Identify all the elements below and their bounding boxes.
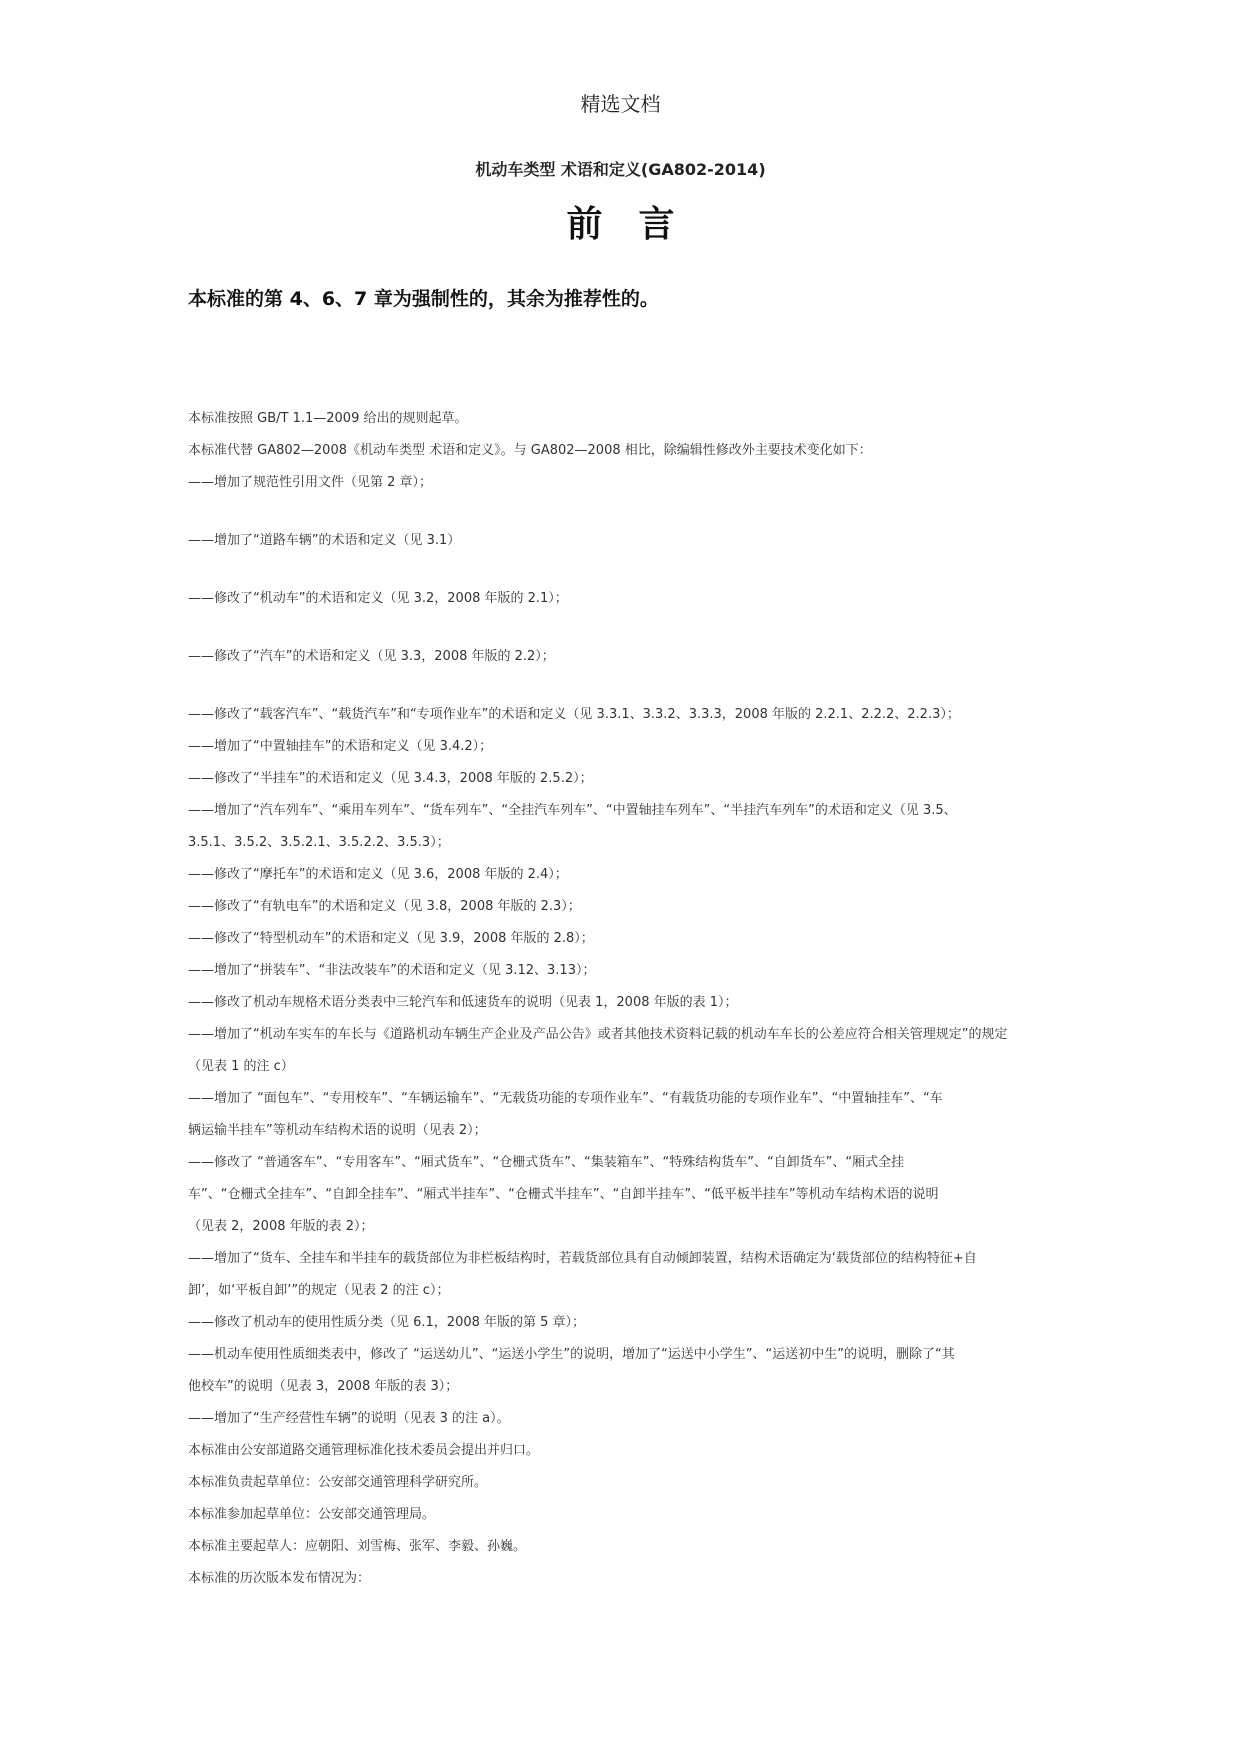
- body-line: ——增加了规范性引用文件（见第 2 章）；: [188, 475, 433, 490]
- body-line: 辆运输半挂车”等机动车结构术语的说明（见表 2）；: [188, 1123, 487, 1138]
- body-line: ——增加了“中置轴挂车”的术语和定义（见 3.4.2）；: [188, 739, 493, 754]
- body-line: ——增加了“生产经营性车辆”的说明（见表 3 的注 a）。: [188, 1411, 510, 1426]
- body-line: ——修改了“有轨电车”的术语和定义（见 3.8，2008 年版的 2.3）；: [188, 899, 581, 914]
- body-line: 本标准代替 GA802—2008《机动车类型 术语和定义》。与 GA802—2008 相比，除编辑性修改外主要技术变化如下：: [188, 443, 872, 458]
- body-line: 本标准负责起草单位：公安部交通管理科学研究所。: [188, 1475, 488, 1490]
- body-line: ——修改了“半挂车”的术语和定义（见 3.4.3，2008 年版的 2.5.2）；: [188, 771, 593, 786]
- foreword-body: [188, 409, 1068, 1589]
- body-line: ——修改了 “普通客车”、“专用客车”、“厢式货车”、“仓栅式货车”、“集装箱车”、“特殊结构货车”、“自卸货车”、“厢式全挂: [188, 1155, 905, 1170]
- body-line: 本标准参加起草单位：公安部交通管理局。: [188, 1507, 436, 1522]
- body-line: 车”、“仓栅式全挂车”、“自卸全挂车”、“厢式半挂车”、“仓栅式半挂车”、“自卸半挂车”、“低平板半挂车”等机动车结构术语的说明: [188, 1187, 939, 1202]
- mandatory-statement: 本标准的第 4、6、7 章为强制性的，其余为推荐性的。: [188, 288, 659, 310]
- body-line: （见表 1 的注 c）: [188, 1059, 294, 1074]
- body-line: ——机动车使用性质细类表中，修改了 “运送幼儿”、“运送小学生”的说明，增加了“运送中小学生”、“运送初中生”的说明，删除了“其: [188, 1347, 955, 1362]
- body-line: ——增加了“道路车辆”的术语和定义（见 3.1）: [188, 533, 461, 548]
- body-line: ——增加了 “面包车”、“专用校车”、“车辆运输车”、“无载货功能的专项作业车”、“有载货功能的专项作业车”、“中置轴挂车”、“车: [188, 1091, 943, 1106]
- page-header-title: 精选文档: [580, 92, 661, 116]
- body-line: 卸’，如‘平板自卸’”的规定（见表 2 的注 c）；: [188, 1283, 450, 1298]
- section-heading: 前言: [566, 204, 711, 245]
- body-line: ——修改了“特型机动车”的术语和定义（见 3.9，2008 年版的 2.8）；: [188, 931, 594, 946]
- body-line: ——增加了“货车、全挂车和半挂车的载货部位为非栏板结构时，若载货部位具有自动倾卸装置，结构术语确定为‘载货部位的结构特征+自: [188, 1251, 977, 1266]
- body-line: ——增加了“拼装车”、“非法改装车”的术语和定义（见 3.12、3.13）；: [188, 963, 596, 978]
- body-line: 他校车”的说明（见表 3，2008 年版的表 3）；: [188, 1379, 459, 1394]
- body-line: ——修改了“摩托车”的术语和定义（见 3.6，2008 年版的 2.4）；: [188, 867, 568, 882]
- body-line: ——修改了“载客汽车”、“载货汽车”和“专项作业车”的术语和定义（见 3.3.1、3.3.2、3.3.3，2008 年版的 2.2.1、2.2.2、2.2.3）；: [188, 707, 960, 722]
- body-line: 本标准由公安部道路交通管理标准化技术委员会提出并归口。: [188, 1443, 540, 1458]
- body-line: （见表 2，2008 年版的表 2）；: [188, 1219, 374, 1234]
- body-line: 本标准按照 GB/T 1.1—2009 给出的规则起草。: [188, 411, 468, 426]
- body-line: ——修改了“汽车”的术语和定义（见 3.3，2008 年版的 2.2）；: [188, 649, 555, 664]
- body-line: ——修改了“机动车”的术语和定义（见 3.2，2008 年版的 2.1）；: [188, 591, 568, 606]
- document-subtitle: 机动车类型 术语和定义(GA802-2014): [475, 160, 766, 179]
- body-line: 本标准的历次版本发布情况为：: [188, 1571, 371, 1586]
- body-line: 本标准主要起草人：应朝阳、刘雪梅、张军、李毅、孙巍。: [188, 1539, 527, 1554]
- body-line: 3.5.1、3.5.2、3.5.2.1、3.5.2.2、3.5.3）；: [188, 835, 450, 850]
- body-line: ——修改了机动车的使用性质分类（见 6.1，2008 年版的第 5 章）；: [188, 1315, 586, 1330]
- body-line: ——增加了“机动车实车的车长与《道路机动车辆生产企业及产品公告》或者其他技术资料记载的机动车车长的公差应符合相关管理规定”的规定: [188, 1027, 1008, 1042]
- body-line: ——增加了“汽车列车”、“乘用车列车”、“货车列车”、“全挂汽车列车”、“中置轴挂车列车”、“半挂汽车列车”的术语和定义（见 3.5、: [188, 803, 957, 818]
- body-line: ——修改了机动车规格术语分类表中三轮汽车和低速货车的说明（见表 1，2008 年版的表 1）；: [188, 995, 738, 1010]
